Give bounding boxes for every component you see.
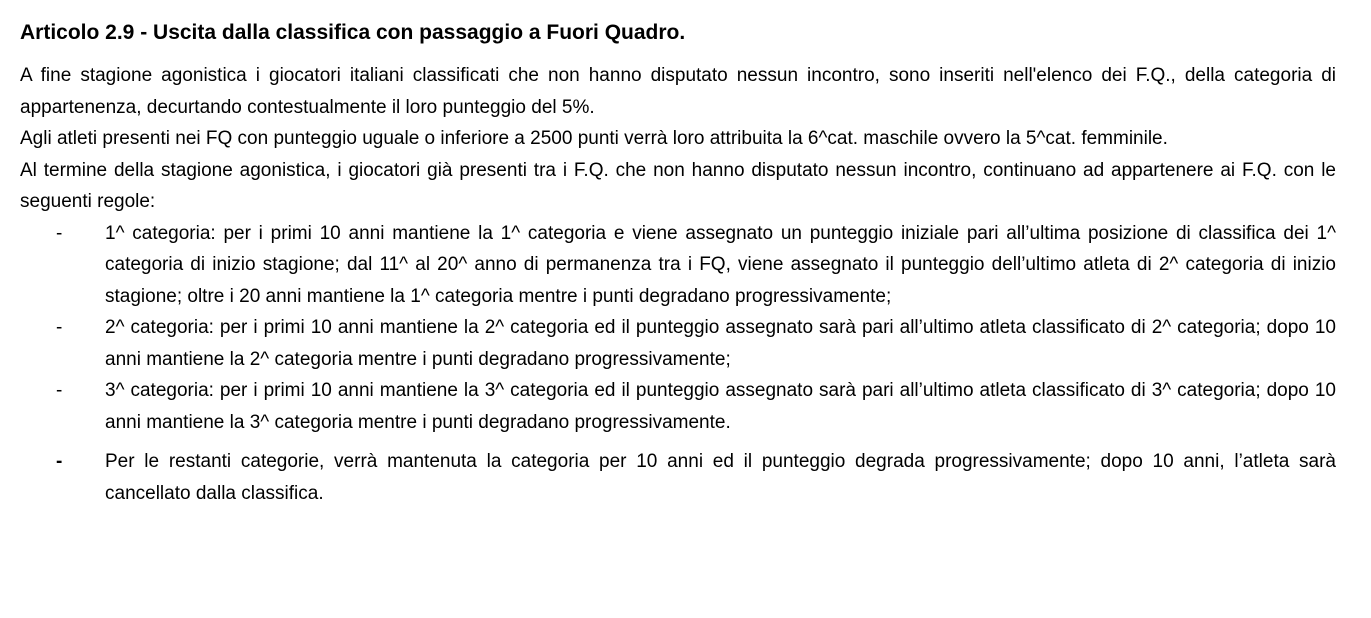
document-page: [20, 18, 1336, 509]
paragraph-category-assignment: Agli atleti presenti nei FQ con punteggio uguale o inferiore a 2500 punti verrà loro attribuita la 6^cat. maschile ovvero la 5^cat. femminile.: [20, 128, 1168, 149]
rule-text: Per le restanti categorie, verrà mantenuta la categoria per 10 anni ed il punteggio degrada progressivamente; dopo 10 anni, l’atleta sarà cancellato dalla classifica.: [105, 451, 1336, 504]
paragraph-fuori-quadro-insertion: A fine stagione agonistica i giocatori italiani classificati che non hanno disputato nessun incontro, sono inseriti nell'elenco dei F.Q., della categoria di appartenenza, decurtando contestualmente il loro punteggio del 5%.: [20, 65, 1336, 118]
article-title: Articolo 2.9 - Uscita dalla classifica con passaggio a Fuori Quadro.: [20, 21, 686, 44]
rule-text: 3^ categoria: per i primi 10 anni mantiene la 3^ categoria ed il punteggio assegnato sarà pari all’ultimo atleta classificato di 3^ categoria; dopo 10 anni mantiene la 3^ categoria mentre i punti degradano progressivamente.: [105, 380, 1336, 433]
rule-third-category: [20, 375, 1336, 438]
rule-remaining-categories: [20, 446, 1336, 509]
rules-list: [20, 218, 1336, 510]
bullet-dash: -: [56, 451, 63, 472]
rule-second-category: [20, 312, 1336, 375]
bullet-dash: -: [56, 317, 63, 338]
bullet-dash: -: [56, 380, 63, 401]
paragraph-continuation-rules: Al termine della stagione agonistica, i giocatori già presenti tra i F.Q. che non hanno disputato nessun incontro, continuano ad appartenere ai F.Q. con le seguenti regole:: [20, 159, 1336, 212]
bullet-dash: -: [56, 222, 63, 244]
rule-text: 2^ categoria: per i primi 10 anni mantiene la 2^ categoria ed il punteggio assegnato sarà pari all’ultimo atleta classificato di 2^ categoria; dopo 10 anni mantiene la 2^ categoria mentre i punti degradano progressivamente;: [105, 317, 1336, 370]
rule-text: 1^ categoria: per i primi 10 anni mantiene la 1^ categoria e viene assegnato un punteggio iniziale pari all’ultima posizione di classifica dei 1^ categoria di inizio stagione; dal 11^ al 20^ anno di permanenza tra i FQ, viene assegnato il punteggio dell’ultimo atleta di 2^ categoria di inizio stagione; oltre i 20 anni mantiene la 1^ categoria mentre i punti degradano progressivamente;: [105, 222, 1336, 307]
rule-first-category: [20, 218, 1336, 313]
